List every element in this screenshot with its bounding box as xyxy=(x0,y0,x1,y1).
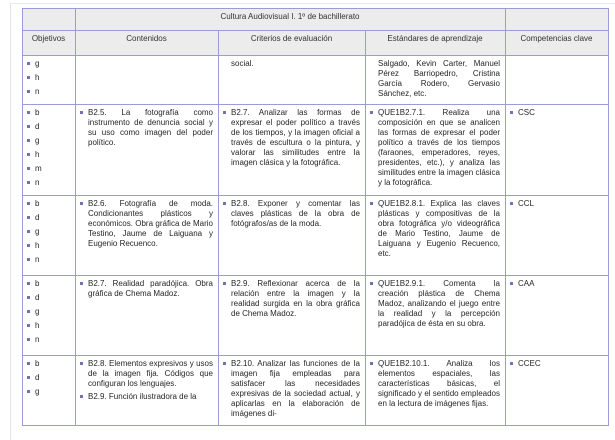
cell-criterios xyxy=(219,356,366,426)
title-corner-right xyxy=(506,9,609,31)
cell-objetivos xyxy=(23,356,76,426)
objetivo-letter: g xyxy=(35,227,40,236)
contenido-item: B2.7. Realidad paradójica. Obra gráfica de Chema Madoz. xyxy=(88,279,213,298)
competencia-item: CCL xyxy=(518,199,535,208)
bullet-icon xyxy=(27,390,30,393)
objetivo-letter: h xyxy=(35,241,40,250)
estandar-item: QUE1B2.7.1. Realiza una composición en que se analicen las formas de expresar el poder político a través de los tiempos (faraones, emperadores, reyes, presidentes, etc.), y analiza las similitudes entre la imagen clásica y la fotográfica. xyxy=(378,108,500,187)
bullet-icon xyxy=(27,202,30,205)
contenido-item: B2.6. Fotografía de moda. Condicionantes plásticos y económicos. Obra gráfica de Mario Testino, Jaume de Laiguana y Eugenio Recuenco. xyxy=(88,199,213,248)
table-row xyxy=(23,56,609,105)
cell-estandares xyxy=(366,56,506,105)
objetivo-letter: g xyxy=(35,307,40,316)
bullet-icon xyxy=(223,282,226,285)
bullet-icon xyxy=(27,258,30,261)
cell-contenidos xyxy=(76,356,219,426)
bullet-icon xyxy=(27,282,30,285)
table-row xyxy=(23,196,609,276)
bullet-icon xyxy=(80,202,83,205)
cell-contenidos xyxy=(76,56,219,105)
bullet-icon xyxy=(223,362,226,365)
cell-objetivos xyxy=(23,276,76,356)
bullet-icon xyxy=(27,139,30,142)
bullet-icon xyxy=(80,111,83,114)
criterios-continuation: social. xyxy=(231,59,254,68)
competencia-item: CCEC xyxy=(518,359,541,368)
bullet-icon xyxy=(27,153,30,156)
estandar-item: QUE1B2.9.1. Comenta la creación plástica de Chema Madoz, analizando el juego entre la realidad y la percepción paradójica de ésta en su obra. xyxy=(378,279,500,328)
criterio-item: B2.8. Exponer y comentar las claves plásticas de la obra de fotógrafos/as de la moda. xyxy=(231,199,360,228)
header-objetivos: Objetivos xyxy=(23,31,76,56)
bullet-icon xyxy=(370,202,373,205)
bullet-icon xyxy=(27,244,30,247)
cell-competencias xyxy=(506,356,609,426)
bullet-icon xyxy=(27,324,30,327)
cell-estandares xyxy=(366,356,506,426)
criterio-item: B2.7. Analizar las formas de expresar el poder político a través de los tiempos, y la imagen oficial a través de escultura o la pintura, y valorar las similitudes entre la imagen clásica y la fotográfica. xyxy=(231,108,360,167)
contenido-item: B2.8. Elementos expresivos y usos de la imagen fija. Códigos que configuran los lenguajes. xyxy=(88,359,213,388)
bullet-icon xyxy=(27,111,30,114)
estandares-continuation: Salgado, Kevin Carter, Manuel Pérez Barriopedro, Cristina García Rodero, Gervasio Sánchez, etc. xyxy=(378,59,500,98)
bullet-icon xyxy=(27,216,30,219)
objetivo-letter: h xyxy=(35,321,40,330)
bullet-icon xyxy=(80,395,83,398)
bullet-icon xyxy=(510,282,513,285)
curriculum-table xyxy=(22,8,609,426)
criterio-item: B2.9. Reflexionar acerca de la relación entre la imagen y la realidad surgida en la obra gráfica de Chema Madoz. xyxy=(231,279,360,318)
contenido-item: B2.9. Función ilustradora de la xyxy=(88,392,197,401)
objetivo-letter: b xyxy=(35,279,40,288)
bullet-icon xyxy=(27,310,30,313)
bullet-icon xyxy=(80,362,83,365)
objetivo-letter: b xyxy=(35,359,40,368)
cell-estandares xyxy=(366,196,506,276)
objetivo-letter: b xyxy=(35,199,40,208)
bullet-icon xyxy=(27,230,30,233)
bullet-icon xyxy=(27,181,30,184)
estandar-item: QUE1B2.10.1. Analiza los elementos espaciales, las características básicas, el significado y el sentido empleados en la lectura de imágenes fijas. xyxy=(378,359,500,408)
table-title: Cultura Audiovisual I. 1º de bachillerato xyxy=(76,9,506,31)
objetivo-letter: h xyxy=(35,150,40,159)
bullet-icon xyxy=(510,111,513,114)
objetivo-letter: n xyxy=(35,178,40,187)
objetivo-letter: n xyxy=(35,255,40,264)
cell-objetivos xyxy=(23,56,76,105)
bullet-icon xyxy=(370,282,373,285)
bullet-icon xyxy=(80,282,83,285)
cell-estandares xyxy=(366,276,506,356)
header-estandares: Estándares de aprendizaje xyxy=(366,31,506,56)
bullet-icon xyxy=(27,376,30,379)
bullet-icon xyxy=(370,111,373,114)
cell-competencias xyxy=(506,105,609,196)
table-row xyxy=(23,356,609,426)
objetivo-letter: d xyxy=(35,373,40,382)
bullet-icon xyxy=(510,362,513,365)
objetivo-letter: d xyxy=(35,213,40,222)
objetivo-letter: d xyxy=(35,122,40,131)
bullet-icon xyxy=(27,90,30,93)
bullet-icon xyxy=(27,296,30,299)
cell-objetivos xyxy=(23,196,76,276)
title-corner-left xyxy=(23,9,76,31)
cell-objetivos xyxy=(23,105,76,196)
title-row xyxy=(23,9,609,31)
objetivo-letter: h xyxy=(35,73,40,82)
objetivo-letter: d xyxy=(35,293,40,302)
cell-competencias xyxy=(506,196,609,276)
bullet-icon xyxy=(27,362,30,365)
cell-estandares xyxy=(366,105,506,196)
competencia-item: CAA xyxy=(518,279,535,288)
cell-criterios xyxy=(219,276,366,356)
bullet-icon xyxy=(27,167,30,170)
cell-criterios xyxy=(219,196,366,276)
bullet-icon xyxy=(27,76,30,79)
header-competencias: Competencias clave xyxy=(506,31,609,56)
contenido-item: B2.5. La fotografía como instrumento de denuncia social y su uso como imagen del poder político. xyxy=(88,108,213,147)
objetivo-letter: g xyxy=(35,59,40,68)
table-row xyxy=(23,276,609,356)
criterio-item: B2.10. Analizar las funciones de la imagen fija empleadas para satisfacer las necesidades expresivas de la sociedad actual, y aplicarlas en la elaboración de imágenes di- xyxy=(231,359,360,418)
header-contenidos: Contenidos xyxy=(76,31,219,56)
cell-criterios xyxy=(219,105,366,196)
cell-criterios xyxy=(219,56,366,105)
objetivo-letter: m xyxy=(35,164,42,173)
table-row xyxy=(23,105,609,196)
competencia-item: CSC xyxy=(518,108,535,117)
bullet-icon xyxy=(223,202,226,205)
objetivo-letter: b xyxy=(35,108,40,117)
cell-contenidos xyxy=(76,276,219,356)
header-criterios: Criterios de evaluación xyxy=(219,31,366,56)
header-row xyxy=(23,31,609,56)
objetivo-letter: n xyxy=(35,87,40,96)
objetivo-letter: g xyxy=(35,387,40,396)
bullet-icon xyxy=(370,362,373,365)
estandar-item: QUE1B2.8.1. Explica las claves plásticas y compositivas de la obra fotográfica y/o videográfica de Mario Testino, Jaume de Laiguana y Eugenio Recuenco, etc. xyxy=(378,199,500,258)
bullet-icon xyxy=(27,62,30,65)
bullet-icon xyxy=(223,111,226,114)
cell-competencias xyxy=(506,56,609,105)
objetivo-letter: n xyxy=(35,335,40,344)
cell-contenidos xyxy=(76,196,219,276)
bullet-icon xyxy=(27,338,30,341)
cell-contenidos xyxy=(76,105,219,196)
cell-competencias xyxy=(506,276,609,356)
bullet-icon xyxy=(27,125,30,128)
objetivo-letter: g xyxy=(35,136,40,145)
bullet-icon xyxy=(510,202,513,205)
